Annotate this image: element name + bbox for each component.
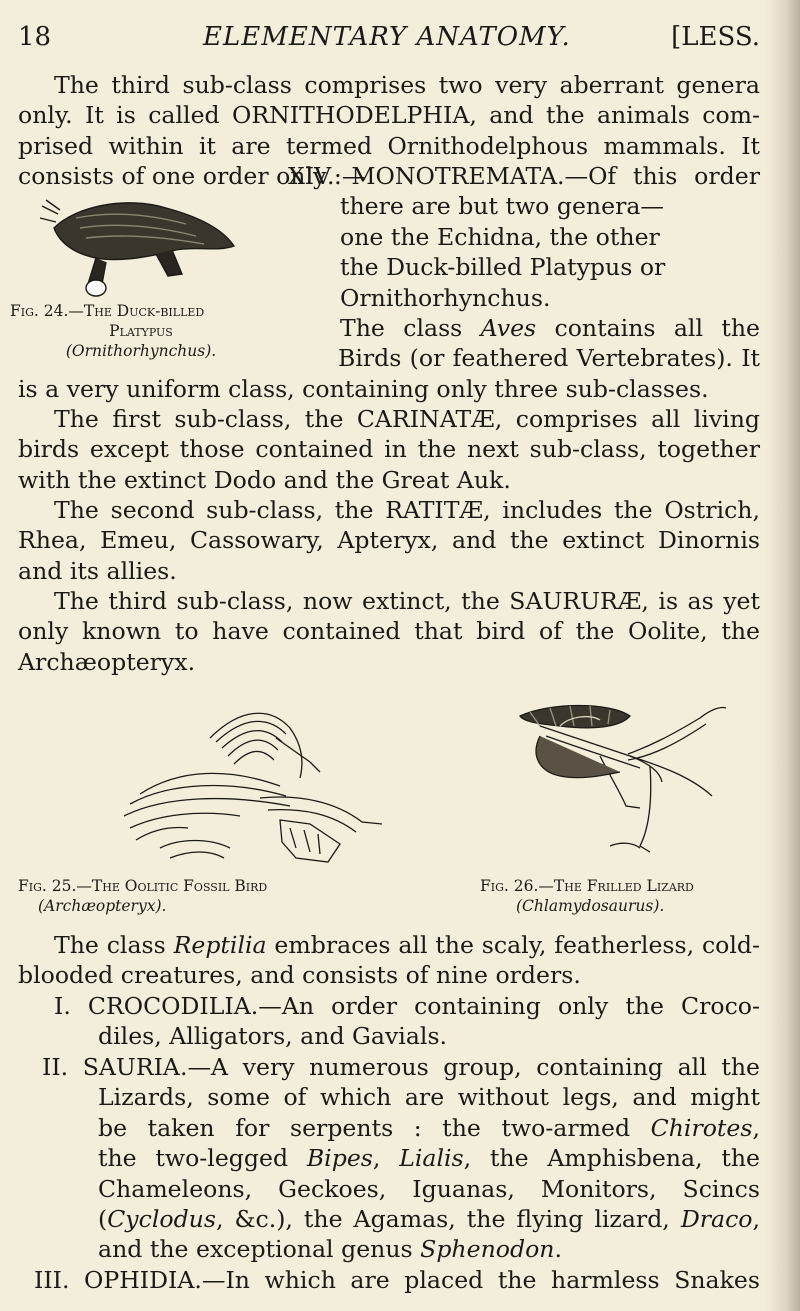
text-line: The first sub-class, the CARINATÆ, comprises all living: [54, 405, 760, 433]
taxon-name: Aves: [480, 314, 537, 342]
running-title: ELEMENTARY ANATOMY.: [203, 22, 571, 52]
text-line: diles, Alligators, and Gavials.: [98, 1022, 448, 1051]
caption-line: (Ornithorhynchus).: [65, 342, 217, 360]
text-segment: embraces all the scaly, featherless, cold-: [266, 931, 761, 959]
running-header: [18, 22, 760, 52]
paragraph-aves-start: [340, 313, 760, 374]
taxon-name: Chirotes: [650, 1113, 753, 1142]
text-segment: .: [554, 1235, 562, 1264]
paragraph-monotremata: [274, 161, 760, 313]
text-segment: be taken for serpents : the two-armed: [98, 1113, 651, 1142]
text-segment: , &c.), the Agamas, the flying lizard,: [215, 1205, 681, 1234]
frilled-lizard-illustration: [500, 696, 740, 874]
text-segment: The class: [340, 314, 481, 342]
text-line: [18, 1143, 760, 1173]
text-line: one the Echidna, the other: [340, 222, 660, 251]
order-crocodilia: [18, 991, 760, 1052]
text-line: II. SAURIA.—A very numerous group, containing all the: [42, 1053, 760, 1081]
taxon-name: Reptilia: [173, 931, 267, 959]
text-line: The second sub-class, the RATITÆ, includes the Ostrich,: [54, 496, 760, 524]
text-line: with the extinct Dodo and the Great Auk.: [18, 465, 511, 494]
text-segment: , the Amphisbena, the: [463, 1144, 760, 1173]
text-line: consists of one order only :—: [18, 162, 366, 191]
text-line: [340, 313, 760, 343]
paragraph-reptilia: [18, 930, 760, 991]
page-edge-shadow: [766, 0, 800, 1311]
taxon-name: Sphenodon: [420, 1235, 555, 1264]
text-line: [18, 930, 760, 960]
order-sauria: [18, 1052, 760, 1265]
taxon-name: Bipes: [306, 1144, 373, 1173]
paragraph-saururae: [18, 586, 760, 677]
caption-line: (Chlamydosaurus).: [516, 897, 665, 915]
text-line: [18, 1234, 760, 1264]
caption-line: Platypus: [109, 322, 173, 340]
text-line: [18, 1113, 760, 1143]
taxon-name: Lialis: [399, 1144, 464, 1173]
archaeopteryx-illustration: [100, 698, 400, 874]
taxon-name: Cyclodus: [107, 1205, 216, 1234]
text-segment: contains all the: [536, 314, 761, 342]
page-number: 18: [18, 22, 52, 52]
text-line: I. CROCODILIA.—An order containing only the Croco-: [54, 992, 760, 1020]
text-segment: (: [98, 1205, 108, 1234]
fig24-caption: [10, 301, 272, 361]
text-line: The third sub-class comprises two very aberrant genera: [54, 71, 760, 99]
text-line: the Duck-billed Platypus or: [340, 253, 666, 282]
caption-line: Fig. 25.—The Oolitic Fossil Bird: [18, 877, 268, 895]
text-line: Chameleons, Geckoes, Iguanas, Monitors, Scincs: [98, 1174, 760, 1203]
taxon-name: Draco: [680, 1205, 753, 1234]
text-segment: the two-legged: [98, 1144, 307, 1173]
text-line: Ornithorhynchus.: [340, 283, 551, 312]
text-line: is a very uniform class, containing only three sub-classes.: [18, 375, 709, 403]
text-line: prised within it are termed Ornithodelphous mammals. It: [18, 131, 760, 160]
text-segment: ,: [752, 1205, 760, 1234]
text-line: Birds (or feathered Vertebrates). It: [338, 344, 760, 373]
text-line: and its allies.: [18, 556, 177, 585]
platypus-illustration: [36, 188, 246, 300]
text-line: only. It is called ORNITHODELPHIA, and the animals com-: [18, 101, 760, 130]
paragraph-ratitae: [18, 495, 760, 586]
order-ophidia: [18, 1265, 760, 1295]
text-line: XIV. MONOTREMATA.—Of this order: [288, 162, 760, 190]
text-line: III. OPHIDIA.—In which are placed the harmless Snakes: [34, 1266, 760, 1294]
text-line: only known to have contained that bird of the Oolite, the: [18, 617, 760, 646]
text-line: Rhea, Emeu, Cassowary, Apteryx, and the extinct Dinornis: [18, 526, 760, 555]
caption-line: Fig. 26.—The Frilled Lizard: [480, 877, 694, 895]
fig26-caption: [480, 876, 770, 916]
text-segment: The class: [54, 931, 174, 959]
section-marker: [LESS.: [671, 22, 760, 52]
text-segment: ,: [752, 1113, 760, 1142]
text-line: Archæopteryx.: [18, 647, 196, 676]
text-line: Lizards, some of which are without legs, and might: [98, 1083, 760, 1112]
paragraph-carinatae: [18, 404, 760, 495]
text-line: [18, 1204, 760, 1234]
text-line: birds except those contained in the next sub-class, together: [18, 435, 760, 464]
text-segment: and the exceptional genus: [98, 1235, 421, 1264]
caption-line: (Archæopteryx).: [38, 897, 167, 915]
paragraph-aves-end: [18, 374, 760, 404]
caption-line: Fig. 24.—The Duck-billed: [10, 302, 205, 320]
text-line: there are but two genera—: [340, 192, 665, 221]
fig25-caption: [18, 876, 388, 916]
text-segment: ,: [372, 1144, 400, 1173]
text-line: The third sub-class, now extinct, the SAURURÆ, is as yet: [54, 587, 760, 615]
text-line: blooded creatures, and consists of nine orders.: [18, 961, 581, 990]
